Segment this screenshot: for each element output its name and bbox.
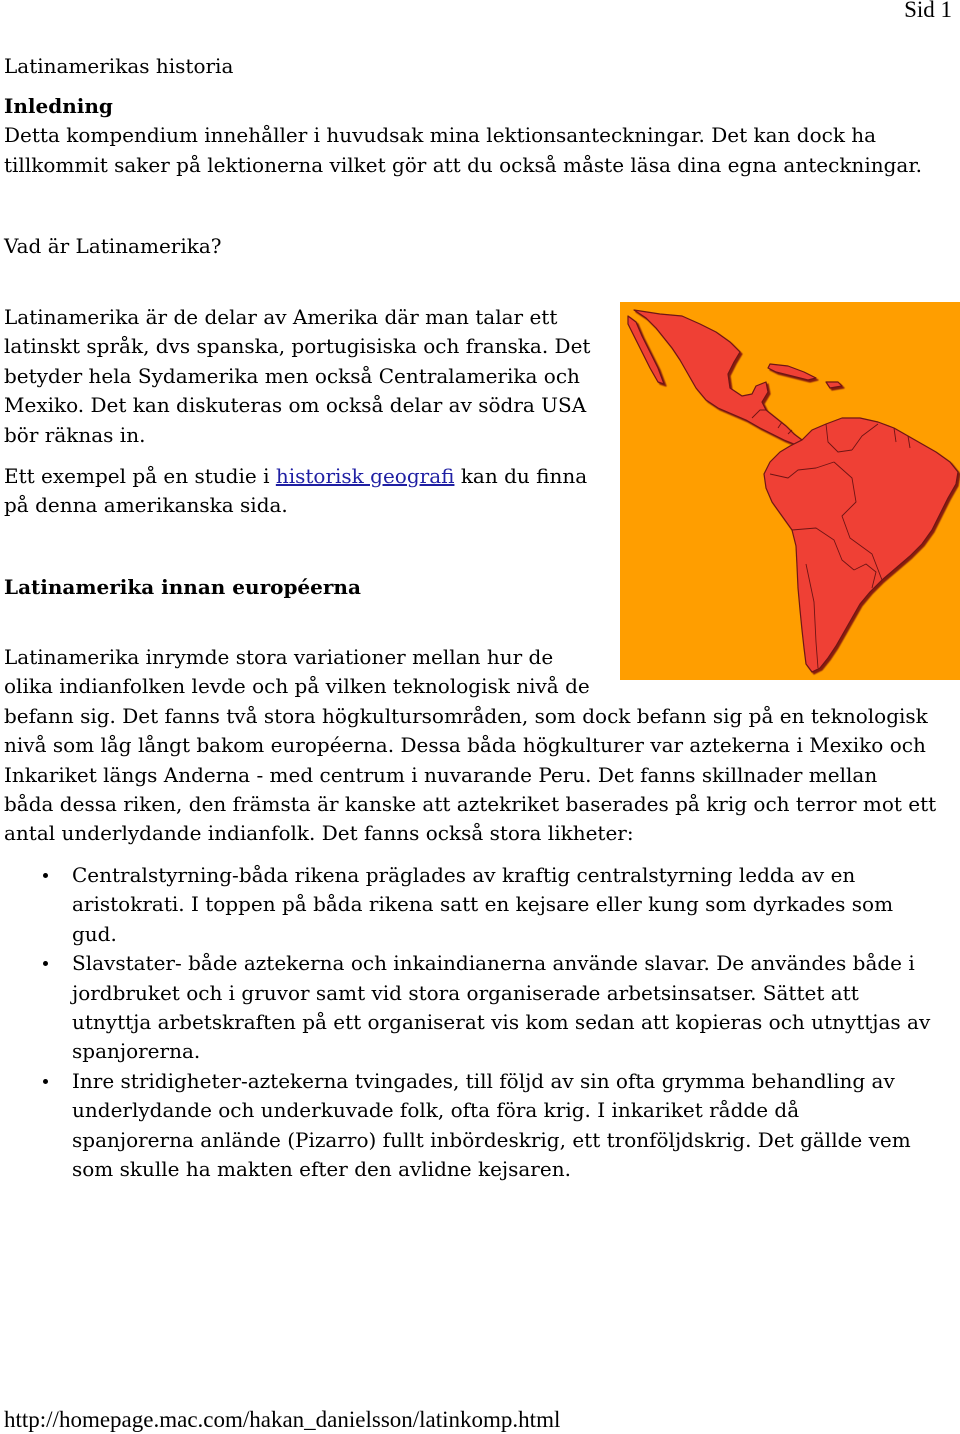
paragraph-line: Latinamerika inrymde stora variationer mellan hur de — [4, 645, 554, 669]
list-item-line: jordbruket och i gruvor samt vid stora organiserade arbetsinsatser. Sättet att — [72, 980, 859, 1005]
before-europeans-heading: Latinamerika innan européerna — [4, 575, 361, 599]
list-item-line: Slavstater- både aztekerna och inkaindianerna använde slavar. De användes både i — [72, 951, 915, 976]
what-is-paragraph — [4, 303, 590, 450]
list-item-line: Inre stridigheter-aztekerna tvingades, till följd av sin ofta grymma behandling av — [72, 1068, 895, 1093]
list-item-line: gud. — [72, 921, 117, 946]
page-number: Sid 1 — [904, 0, 952, 22]
list-item — [0, 861, 930, 949]
example-text-after: kan du finna — [460, 464, 588, 488]
south-america-shape — [764, 418, 958, 672]
paragraph-line: Inkariket längs Anderna - med centrum i nuvarande Peru. Det fanns skillnader mellan — [4, 762, 878, 787]
historisk-geografi-link[interactable]: historisk geografi — [275, 464, 455, 488]
paragraph-line: bör räknas in. — [4, 422, 146, 447]
list-item-line: spanjorerna. — [72, 1039, 201, 1064]
paragraph-line — [4, 462, 587, 491]
example-text-before: Ett exempel på en studie i — [4, 464, 270, 488]
what-is-heading: Vad är Latinamerika? — [4, 234, 222, 258]
paragraph-line: antal underlydande indianfolk. Det fanns också stora likheter: — [4, 821, 634, 846]
cuba-shape — [768, 364, 816, 380]
footer-url: http://homepage.mac.com/hakan_danielsson/latinkomp.html — [4, 1407, 561, 1432]
list-item-line: utnyttja arbetskraften på ett organiserat vis kom sedan att kopieras och utnyttjas av — [72, 1009, 931, 1034]
land-group — [628, 310, 958, 672]
list-item — [0, 1067, 930, 1185]
list-item-line: aristokrati. I toppen på båda rikena satt en kejsare eller kung som dyrkades som — [72, 892, 894, 917]
bullet-marker — [43, 1079, 48, 1084]
paragraph-line: nivå som låg långt bakom européerna. Dessa båda högkulturer var aztekerna i Mexiko och — [4, 733, 926, 758]
list-item — [0, 949, 930, 1067]
paragraph-line: olika indianfolken levde och på vilken teknologisk nivå de — [4, 674, 590, 699]
list-item-line: spanjorerna anlände (Pizarro) fullt inbördeskrig, ett tronföljdskrig. Det gällde vem — [72, 1127, 911, 1152]
before-europeans-paragraph — [4, 643, 936, 849]
document-title: Latinamerikas historia — [4, 54, 234, 78]
intro-line: tillkommit saker på lektionerna vilket gör att du också måste läsa dina egna anteckningar. — [4, 152, 923, 177]
latin-america-map-graphic — [620, 302, 960, 680]
list-item-line: Centralstyrning-båda rikena präglades av kraftig centralstyrning ledda av en — [72, 863, 856, 887]
list-item-line: underlydande och underkuvade folk, ofta föra krig. I inkariket rådde då — [72, 1098, 800, 1123]
paragraph-line: befann sig. Det fanns två stora högkultursområden, som dock befann sig på en teknologisk — [4, 703, 928, 728]
intro-heading: Inledning — [4, 94, 113, 118]
bullet-marker — [43, 873, 48, 878]
paragraph-line: Latinamerika är de delar av Amerika där man talar ett — [4, 305, 558, 329]
hispaniola-shape — [826, 382, 842, 388]
latin-america-map — [620, 302, 960, 680]
paragraph-line: betyder hela Sydamerika men också Centralamerika och — [4, 363, 580, 388]
intro-section — [4, 92, 922, 180]
example-paragraph — [4, 462, 587, 521]
likheter-list — [0, 861, 930, 1184]
list-item-line: som skulle ha makten efter den avlidne kejsaren. — [72, 1156, 571, 1181]
bullet-marker — [43, 961, 48, 966]
paragraph-line: på denna amerikanska sida. — [4, 493, 288, 518]
intro-line: Detta kompendium innehåller i huvudsak mina lektionsanteckningar. Det kan dock ha — [4, 123, 877, 148]
paragraph-line: latinskt språk, dvs spanska, portugisiska och franska. Det — [4, 334, 591, 359]
paragraph-line: båda dessa riken, den främsta är kanske att aztekriket baserades på krig och terror mot ett — [4, 791, 937, 816]
paragraph-line: Mexiko. Det kan diskuteras om också delar av södra USA — [4, 393, 587, 418]
